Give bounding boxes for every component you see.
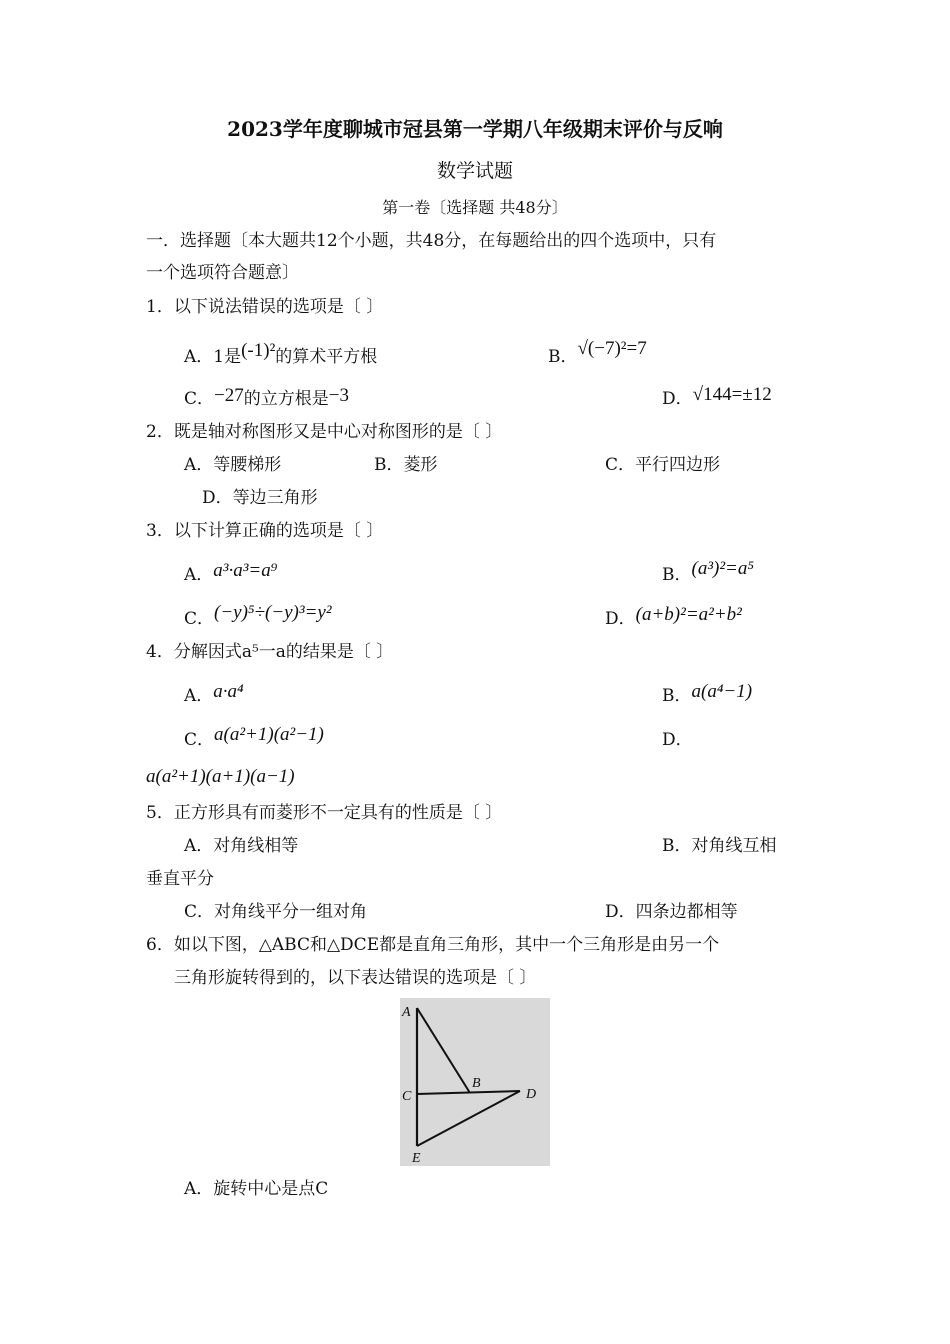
q4-a-label: A．: [184, 686, 214, 706]
q1-a-label: A．: [184, 347, 214, 367]
q3-b-math: (a³)²=a⁵: [691, 558, 754, 579]
label-d: D: [526, 1087, 537, 1102]
q4-option-d-label: D．: [662, 730, 693, 750]
q1-option-d: [662, 384, 772, 410]
question-5-stem: 5．正方形具有而菱形不一定具有的性质是〔 〕: [146, 803, 503, 823]
q3-c-label: C．: [184, 609, 215, 629]
q1-a-text2: 的算术平方根: [275, 347, 378, 367]
q1-d-math: √144=±12: [692, 384, 772, 405]
q3-d-math: (a+b)²=a²+b²: [635, 604, 742, 625]
q5-option-a: A．对角线相等: [184, 836, 299, 856]
q3-b-label: B．: [662, 565, 692, 585]
q1-option-b: [548, 338, 647, 368]
q1-b-label: B．: [548, 347, 578, 367]
question-3-stem: 3．以下计算正确的选项是〔 〕: [146, 521, 384, 541]
q1-a-math: (-1)²: [241, 340, 276, 361]
q3-option-d: [605, 604, 742, 630]
q4-d-math: a(a²+1)(a+1)(a−1): [146, 766, 295, 787]
q4-option-a: [184, 681, 244, 707]
q2-option-b: B．菱形: [374, 455, 438, 475]
q2-option-c: C．平行四边形: [605, 455, 721, 475]
exam-title: 2023学年度聊城市冠县第一学期八年级期末评价与反响: [227, 117, 723, 141]
q3-d-label: D．: [605, 609, 636, 629]
q3-option-a: [184, 560, 278, 586]
q5-option-b-part2: 垂直平分: [146, 869, 214, 889]
q3-a-label: A．: [184, 565, 214, 585]
q4-c-math: a(a²+1)(a²−1): [214, 724, 324, 745]
q4-option-d-math: [146, 766, 295, 788]
q4-c-label: C．: [184, 730, 215, 750]
q3-c-math: (−y)⁵÷(−y)³=y²: [214, 602, 332, 623]
question-6-stem-line1: 6．如以下图，△ABC和△DCE都是直角三角形，其中一个三角形是由另一个: [146, 935, 720, 955]
q1-option-c: [184, 385, 349, 410]
q3-option-c: [184, 602, 332, 630]
q4-option-b: [662, 681, 753, 707]
q5-option-d: D．四条边都相等: [605, 902, 738, 922]
q2-option-d: D．等边三角形: [202, 488, 318, 508]
question-4-stem: 4．分解因式a⁵一a的结果是〔 〕: [146, 642, 394, 662]
q1-d-label: D．: [662, 389, 693, 409]
q1-c-math1: −27: [214, 385, 244, 406]
q4-b-math: a(a⁴−1): [691, 681, 753, 702]
q4-a-math: a·a⁴: [213, 681, 244, 702]
q1-c-label: C．: [184, 389, 215, 409]
exam-subtitle: 数学试题: [436, 160, 513, 182]
section-heading: 第一卷〔选择题 共48分〕: [382, 198, 568, 217]
q1-b-math: √(−7)²=7: [577, 338, 647, 359]
question-1-stem: 1．以下说法错误的选项是〔 〕: [146, 297, 384, 317]
label-b: B: [472, 1076, 481, 1091]
q5-option-c: C．对角线平分一组对角: [184, 902, 368, 922]
q1-option-a: [184, 340, 378, 368]
q4-b-label: B．: [662, 686, 692, 706]
label-c: C: [402, 1089, 412, 1104]
question-6-stem-line2: 三角形旋转得到的，以下表达错误的选项是〔 〕: [174, 968, 537, 988]
q5-option-b-part1: B．对角线互相: [662, 836, 777, 856]
label-e: E: [412, 1151, 421, 1166]
q2-option-a: A．等腰梯形: [184, 455, 282, 475]
question-2-stem: 2．既是轴对称图形又是中心对称图形的是〔 〕: [146, 422, 503, 442]
q6-option-a: A．旋转中心是点C: [184, 1179, 329, 1199]
q1-c-math2: −3: [328, 385, 349, 406]
q1-a-text1: 1是: [213, 347, 242, 367]
triangle-figure: [400, 998, 550, 1166]
q4-option-c: [184, 724, 324, 751]
q3-option-b: [662, 558, 754, 586]
part-intro-line1: 一．选择题〔本大题共12个小题，共48分，在每题给出的四个选项中，只有: [146, 231, 717, 251]
q3-a-math: a³·a³=a⁹: [213, 560, 278, 581]
part-intro-line2: 一个选项符合题意〕: [146, 263, 299, 283]
q1-c-text: 的立方根是: [243, 389, 329, 409]
label-a: A: [402, 1005, 411, 1020]
